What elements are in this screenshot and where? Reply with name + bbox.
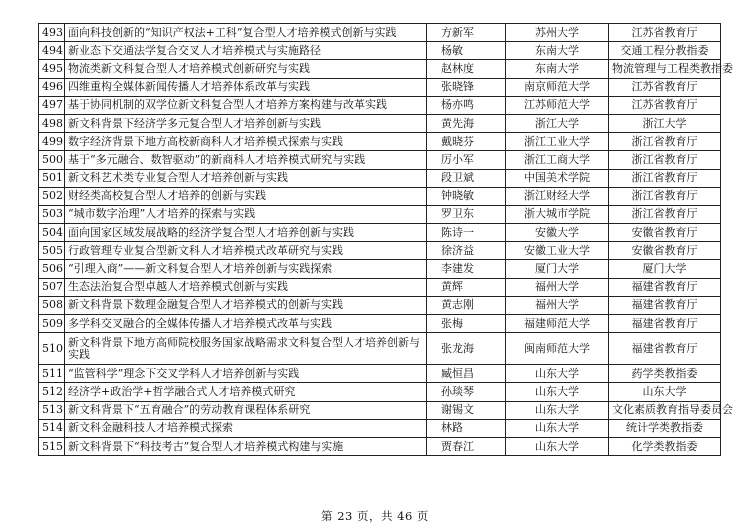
project-leader: 陈诗一	[427, 224, 506, 242]
project-title: 新文科艺术类专业复合型人才培养创新与实践	[65, 169, 427, 187]
project-leader: 罗卫东	[427, 205, 506, 223]
row-number: 507	[39, 278, 65, 296]
school-name: 苏州大学	[506, 24, 609, 42]
recommending-unit: 江苏省教育厅	[609, 96, 721, 114]
row-number: 513	[39, 401, 65, 419]
recommending-unit: 统计学类教指委	[609, 419, 721, 437]
recommending-unit: 安徽省教育厅	[609, 224, 721, 242]
row-number: 510	[39, 333, 65, 365]
project-leader: 杨亦鸣	[427, 96, 506, 114]
recommending-unit: 江苏省教育厅	[609, 78, 721, 96]
row-number: 499	[39, 133, 65, 151]
recommending-unit: 浙江省教育厅	[609, 187, 721, 205]
table-row	[39, 114, 721, 132]
row-number: 500	[39, 151, 65, 169]
school-name: 南京师范大学	[506, 78, 609, 96]
row-number: 508	[39, 296, 65, 314]
row-number: 514	[39, 419, 65, 437]
recommending-unit: 安徽省教育厅	[609, 242, 721, 260]
project-leader: 黄先海	[427, 114, 506, 132]
row-number: 497	[39, 96, 65, 114]
project-title: “监管科学”理念下交叉学科人才培养创新与实践	[65, 365, 427, 383]
school-name: 东南大学	[506, 60, 609, 78]
table-row	[39, 96, 721, 114]
recommending-unit: 福建省教育厅	[609, 296, 721, 314]
project-leader: 段卫斌	[427, 169, 506, 187]
school-name: 浙江工业大学	[506, 133, 609, 151]
project-title: “城市数字治理”人才培养的探索与实践	[65, 205, 427, 223]
table-row	[39, 296, 721, 314]
row-number: 495	[39, 60, 65, 78]
recommending-unit: 化学类教指委	[609, 437, 721, 455]
table-row	[39, 169, 721, 187]
project-title: “引理入商”——新文科复合型人才培养创新与实践探索	[65, 260, 427, 278]
school-name: 浙江财经大学	[506, 187, 609, 205]
school-name: 江苏师范大学	[506, 96, 609, 114]
project-title: 新文科背景下经济学多元复合型人才培养创新与实践	[65, 114, 427, 132]
table-row	[39, 401, 721, 419]
row-number: 512	[39, 383, 65, 401]
project-leader: 方新军	[427, 24, 506, 42]
school-name: 山东大学	[506, 437, 609, 455]
table-row	[39, 205, 721, 223]
school-name: 山东大学	[506, 383, 609, 401]
recommending-unit: 福建省教育厅	[609, 278, 721, 296]
school-name: 山东大学	[506, 419, 609, 437]
project-title: 财经类高校复合型人才培养的创新与实践	[65, 187, 427, 205]
table-row	[39, 151, 721, 169]
project-leader: 张龙海	[427, 333, 506, 365]
recommending-unit: 厦门大学	[609, 260, 721, 278]
table-row	[39, 419, 721, 437]
project-leader: 厉小军	[427, 151, 506, 169]
project-title: 多学科交叉融合的全媒体传播人才培养模式改革与实践	[65, 315, 427, 333]
project-title: 新文科背景下“科技考古”复合型人才培养模式构建与实施	[65, 437, 427, 455]
project-title: 经济学+政治学+哲学融合式人才培养模式研究	[65, 383, 427, 401]
recommending-unit: 浙江省教育厅	[609, 205, 721, 223]
row-number: 501	[39, 169, 65, 187]
table-row	[39, 260, 721, 278]
school-name: 山东大学	[506, 365, 609, 383]
row-number: 496	[39, 78, 65, 96]
school-name: 福建师范大学	[506, 315, 609, 333]
project-title: 新文科背景下地方高师院校服务国家战略需求文科复合型人才培养创新与实践	[65, 333, 427, 365]
project-leader: 杨敏	[427, 42, 506, 60]
recommending-unit: 浙江大学	[609, 114, 721, 132]
recommending-unit: 浙江省教育厅	[609, 133, 721, 151]
project-leader: 徐济益	[427, 242, 506, 260]
project-leader: 林路	[427, 419, 506, 437]
project-title: 新文科背景下“五育融合”的劳动教育课程体系研究	[65, 401, 427, 419]
table-row	[39, 60, 721, 78]
project-leader: 赵林度	[427, 60, 506, 78]
project-title: 基于协同机制的双学位新文科复合型人才培养方案构建与改革实践	[65, 96, 427, 114]
row-number: 504	[39, 224, 65, 242]
project-title: 数字经济背景下地方高校新商科人才培养模式探索与实践	[65, 133, 427, 151]
school-name: 东南大学	[506, 42, 609, 60]
row-number: 515	[39, 437, 65, 455]
row-number: 493	[39, 24, 65, 42]
project-leader: 张梅	[427, 315, 506, 333]
project-leader: 钟晓敏	[427, 187, 506, 205]
recommending-unit: 交通工程分教指委	[609, 42, 721, 60]
project-leader: 张晓锋	[427, 78, 506, 96]
table-row	[39, 333, 721, 365]
project-leader: 李建发	[427, 260, 506, 278]
school-name: 厦门大学	[506, 260, 609, 278]
recommending-unit: 福建省教育厅	[609, 333, 721, 365]
table-row	[39, 315, 721, 333]
project-leader: 黄辉	[427, 278, 506, 296]
project-table	[38, 23, 733, 456]
school-name: 安徽大学	[506, 224, 609, 242]
row-number: 498	[39, 114, 65, 132]
school-name: 福州大学	[506, 278, 609, 296]
school-name: 浙江工商大学	[506, 151, 609, 169]
school-name: 浙江大学	[506, 114, 609, 132]
project-title: 物流类新文科复合型人才培养模式创新研究与实践	[65, 60, 427, 78]
table-row	[39, 383, 721, 401]
table-row	[39, 78, 721, 96]
table-row	[39, 42, 721, 60]
project-title: 面向国家区域发展战略的经济学复合型人才培养创新与实践	[65, 224, 427, 242]
table-row	[39, 187, 721, 205]
recommending-unit: 山东大学	[609, 383, 721, 401]
row-number: 511	[39, 365, 65, 383]
project-title: 四维重构全媒体新闻传播人才培养体系改革与实践	[65, 78, 427, 96]
row-number: 506	[39, 260, 65, 278]
recommending-unit: 浙江省教育厅	[609, 169, 721, 187]
project-leader: 孙琰琴	[427, 383, 506, 401]
school-name: 闽南师范大学	[506, 333, 609, 365]
recommending-unit: 物流管理与工程类教指委	[609, 60, 721, 78]
school-name: 浙大城市学院	[506, 205, 609, 223]
row-number: 494	[39, 42, 65, 60]
page-number-footer: 第 23 页，共 46 页	[321, 509, 429, 523]
recommending-unit: 文化素质教育指导委员会	[609, 401, 721, 419]
row-number: 503	[39, 205, 65, 223]
project-title: 新文科金融科技人才培养模式探索	[65, 419, 427, 437]
row-number: 505	[39, 242, 65, 260]
project-leader: 贾春江	[427, 437, 506, 455]
project-leader: 谢锡文	[427, 401, 506, 419]
recommending-unit: 浙江省教育厅	[609, 151, 721, 169]
project-title: 新文科背景下数理金融复合型人才培养模式的创新与实践	[65, 296, 427, 314]
table-row	[39, 24, 721, 42]
school-name: 福州大学	[506, 296, 609, 314]
school-name: 山东大学	[506, 401, 609, 419]
project-leader: 黄志刚	[427, 296, 506, 314]
table-row	[39, 278, 721, 296]
recommending-unit: 福建省教育厅	[609, 315, 721, 333]
table-row	[39, 133, 721, 151]
project-leader: 戴晓芬	[427, 133, 506, 151]
project-title: 新业态下交通法学复合交叉人才培养模式与实施路径	[65, 42, 427, 60]
row-number: 509	[39, 315, 65, 333]
table-row	[39, 224, 721, 242]
project-title: 基于“多元融合、数智驱动”的新商科人才培养模式研究与实践	[65, 151, 427, 169]
project-table-body	[39, 24, 733, 456]
table-row	[39, 365, 721, 383]
row-number: 502	[39, 187, 65, 205]
table-row	[39, 437, 721, 455]
table-row	[39, 242, 721, 260]
school-name: 安徽工业大学	[506, 242, 609, 260]
project-title: 面向科技创新的“知识产权法+工科”复合型人才培养模式创新与实践	[65, 24, 427, 42]
recommending-unit: 药学类教指委	[609, 365, 721, 383]
project-title: 行政管理专业复合型新文科人才培养模式改革研究与实践	[65, 242, 427, 260]
project-leader: 臧恒昌	[427, 365, 506, 383]
school-name: 中国美术学院	[506, 169, 609, 187]
project-title: 生态法治复合型卓越人才培养模式创新与实践	[65, 278, 427, 296]
recommending-unit: 江苏省教育厅	[609, 24, 721, 42]
